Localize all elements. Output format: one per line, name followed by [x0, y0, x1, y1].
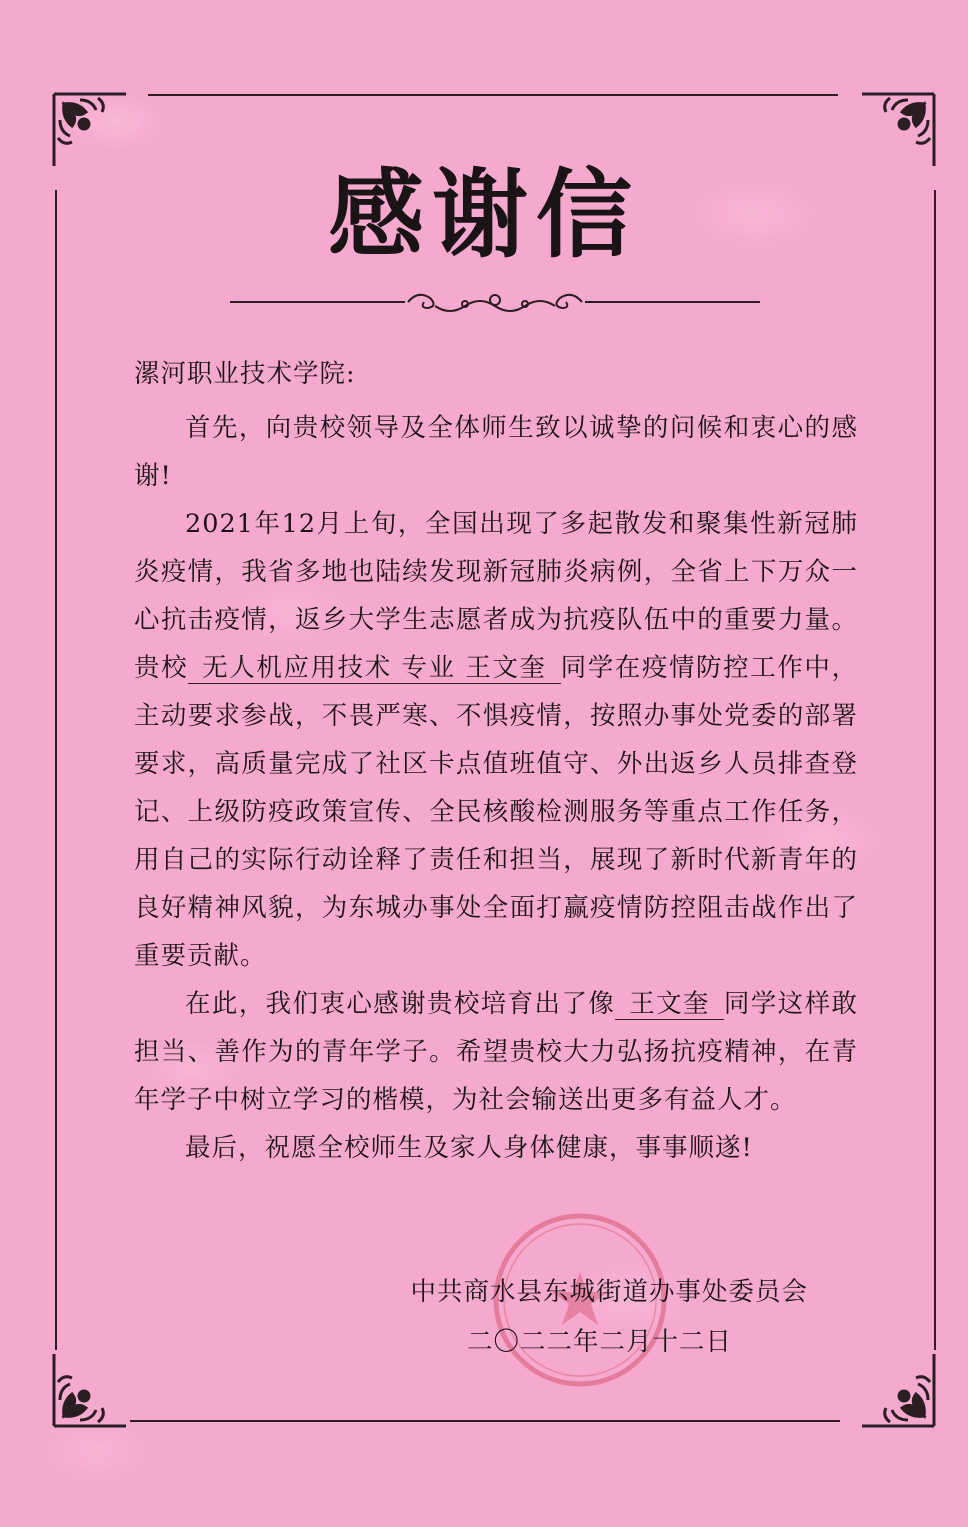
paragraph-text: 在此，我们衷心感谢贵校培育出了像	[185, 989, 616, 1019]
student-fill-in: 无人机应用技术 专业 王文奎	[188, 653, 560, 684]
paragraph-greeting: 首先，向贵校领导及全体师生致以诚挚的问候和衷心的感谢!	[134, 413, 858, 491]
student-name-fill-in: 王文奎	[615, 989, 724, 1020]
paragraph-text: 2021年12月上旬，全国出现了多起散发和聚集性新冠肺炎疫情，我省多地也陆续发现新冠肺炎病例，全省上下万众一心抗击疫情，返乡大学生志愿者成为抗疫队伍中的重要力量。贵校	[134, 509, 858, 683]
letter-title: 感谢信	[328, 159, 640, 271]
paragraph-thanks	[134, 980, 858, 1124]
left-border	[55, 190, 57, 1350]
signature-date: 二〇二二年二月十二日	[466, 1327, 732, 1357]
corner-ornament-icon	[858, 1350, 938, 1430]
top-border	[148, 94, 838, 96]
right-border	[934, 190, 936, 1350]
signature-organization: 中共商水县东城街道办事处委员会	[410, 1277, 808, 1307]
paragraph-closing: 最后，祝愿全校师生及家人身体健康，事事顺遂!	[185, 1133, 753, 1163]
paragraph-commendation	[134, 500, 858, 980]
paragraph-text: 同学在疫情防控工作中，主动要求参战，不畏严寒、不惧疫情，按照办事处党委的部署要求，高质量完成了社区卡点值班值守、外出返乡人员排查登记、上级防疫政策宣传、全民核酸检测服务等重点工作任务，用自己的实际行动诠释了责任和担当，展现了新时代新青年的良好精神风貌，为东城办事处全面打赢疫情防控阻击战作出了重要贡献。	[134, 653, 858, 971]
letter-body	[134, 350, 858, 1172]
salutation: 漯河职业技术学院:	[134, 359, 356, 389]
bottom-border	[130, 1420, 840, 1422]
paragraph-text: 同学这样敢担当、善作为的青年学子。希望贵校大力弘扬抗疫精神，在青年学子中树立学习的楷模，为社会输送出更多有益人才。	[134, 989, 858, 1115]
flourish-divider-icon	[230, 284, 760, 320]
corner-ornament-icon	[50, 1350, 130, 1430]
